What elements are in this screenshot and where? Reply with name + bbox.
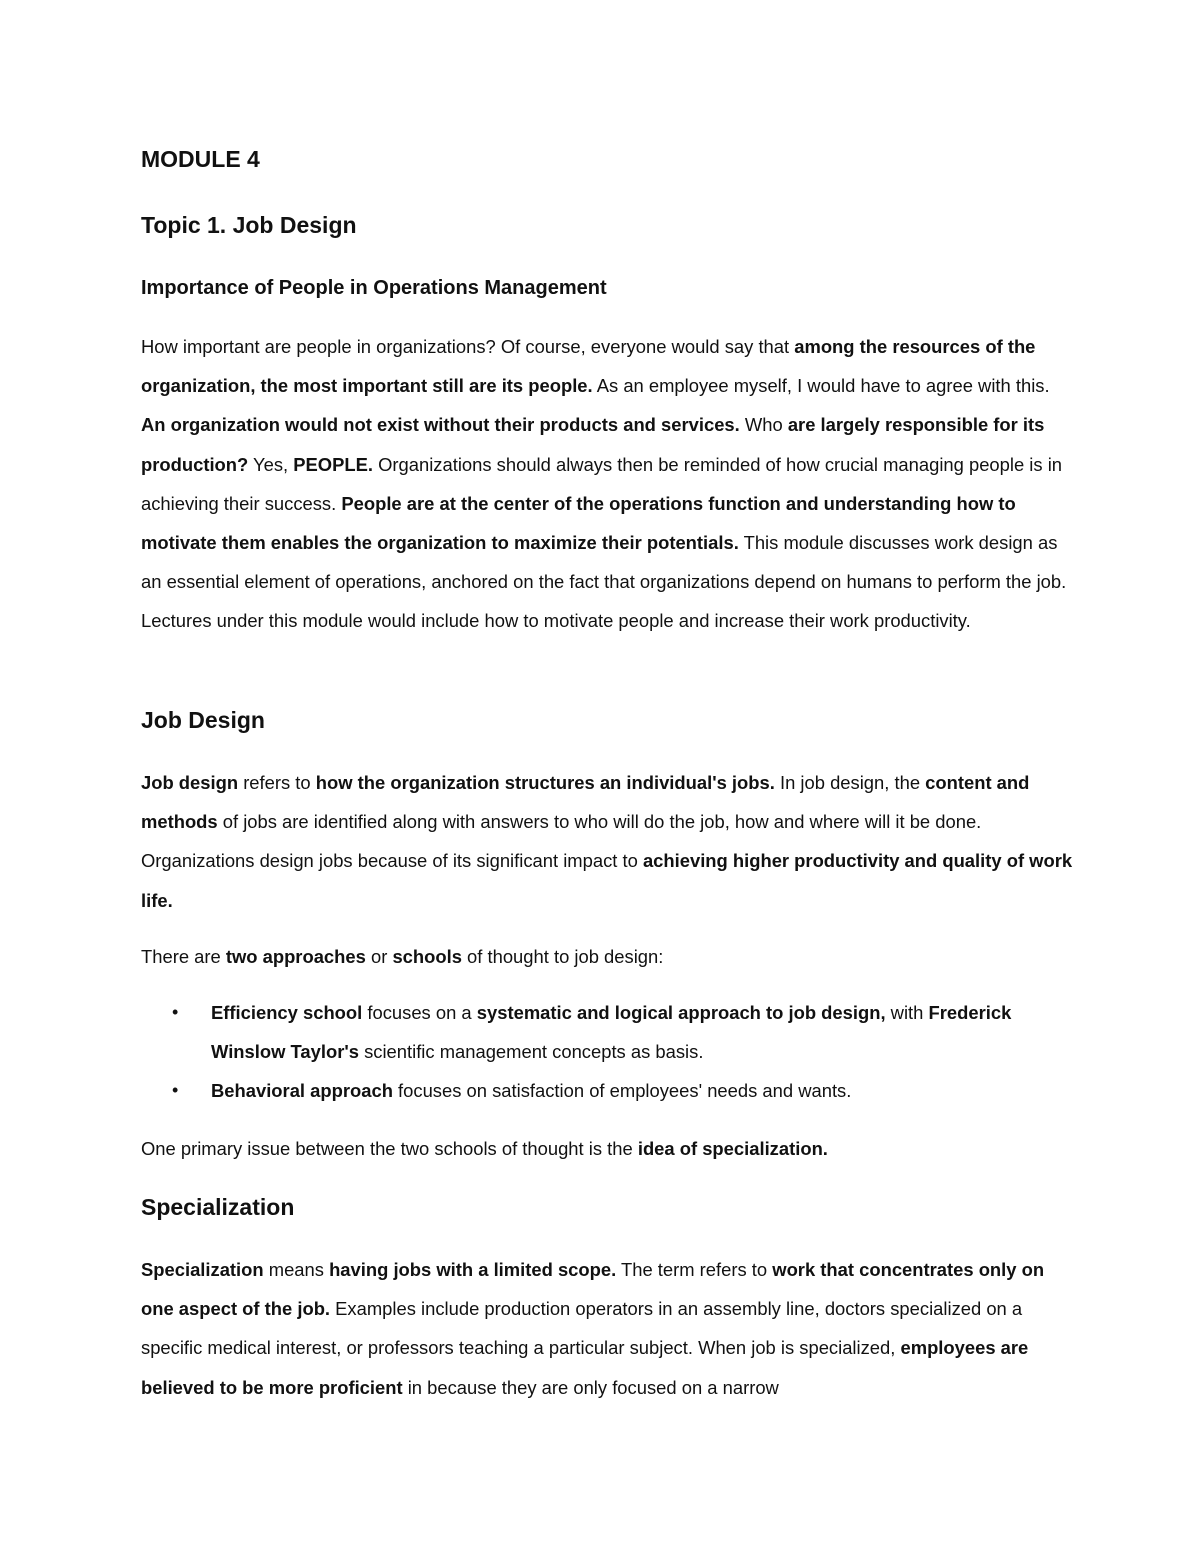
text-run: Yes, — [248, 453, 294, 475]
bold-run: work that concentrates only on one aspect of the job. — [141, 1259, 1045, 1320]
text-run: with — [885, 1002, 929, 1023]
text-run: There are — [141, 946, 226, 967]
bold-run: having jobs with a limited scope. — [329, 1259, 617, 1280]
job-design-heading: Job Design — [141, 707, 265, 733]
text-run: How important are people in organizations? Of course, everyone would say that — [141, 336, 795, 357]
topic-heading: Topic 1. Job Design — [141, 212, 357, 238]
job-design-paragraph — [141, 763, 1076, 920]
text-run: of jobs are identified along with answers to who will do the job, how and where will it be done. Organizations design jobs because of its significant impact to — [141, 811, 982, 872]
bold-run: are largely responsible for its production? — [141, 414, 1045, 475]
bold-run: among the resources of the organization, the most important still are its people. — [141, 336, 1036, 397]
bold-run: People are at the center of the operations function and understanding how to motivate them enables the organization to maximize their potentials. — [141, 492, 1016, 554]
bold-run: An organization would not exist without their products and services. — [141, 414, 740, 436]
text-run: means — [263, 1259, 330, 1280]
list-item — [141, 1071, 1076, 1110]
bold-run: schools — [392, 946, 462, 967]
bold-run: employees are believed to be more proficient — [141, 1337, 1029, 1398]
text-run: refers to — [238, 772, 316, 793]
text-run: The term refers to — [616, 1259, 773, 1280]
list-item — [141, 993, 1076, 1071]
specialization-heading: Specialization — [141, 1194, 295, 1220]
text-run: Organizations should always then be reminded of how crucial managing people is in achieving their success. — [141, 453, 1063, 514]
bold-run: content and methods — [141, 772, 1030, 833]
approaches-paragraph — [141, 937, 1076, 976]
bold-run: two approaches — [225, 946, 366, 967]
intro-paragraph — [141, 327, 1076, 641]
list-item-text — [211, 1002, 1011, 1062]
text-run: scientific management concepts as basis. — [358, 1041, 704, 1063]
importance-heading: Importance of People in Operations Management — [141, 277, 607, 299]
approaches-list — [141, 993, 1076, 1111]
bold-run: idea of specialization. — [637, 1138, 828, 1159]
text-run: One primary issue between the two schools of thought is the — [141, 1138, 638, 1159]
specialization-paragraph — [141, 1250, 1076, 1407]
bold-run: PEOPLE. — [293, 453, 373, 475]
bold-run: Efficiency school — [211, 1002, 363, 1023]
text-run: In job design, the — [774, 772, 926, 793]
bold-run: systematic and logical approach to job design, — [476, 1002, 886, 1023]
text-run: This module discusses work design as an essential element of operations, anchored on the fact that organizations depend on humans to perform the job. Lectures under this module would include how to motivate people and increase their work productivity. — [141, 532, 1067, 632]
text-run: focuses on satisfaction of employees' needs and wants. — [392, 1080, 852, 1102]
bold-run: Specialization — [141, 1259, 264, 1280]
bullet-icon: • — [172, 1002, 179, 1022]
text-run: focuses on a — [362, 1002, 477, 1023]
bullet-icon: • — [172, 1080, 179, 1101]
text-run: or — [365, 946, 393, 967]
text-run: Examples include production operators in an assembly line, doctors specialized on a specific medical interest, or professors teaching a particular subject. When job is specialized, — [141, 1298, 1023, 1359]
bold-run: how the organization structures an individual's jobs. — [315, 772, 775, 793]
bold-run: Job design — [141, 772, 239, 793]
text-run: of thought to job design: — [461, 946, 664, 967]
bold-run: Frederick Winslow Taylor's — [211, 1002, 1012, 1063]
specialization-issue-paragraph — [141, 1129, 1076, 1168]
module-heading: MODULE 4 — [141, 146, 260, 172]
bold-run: achieving higher productivity and quality of work life. — [141, 850, 1073, 911]
text-run: As an employee myself, I would have to agree with this. — [592, 375, 1050, 397]
bold-run: Behavioral approach — [211, 1080, 393, 1102]
text-run: Who — [739, 414, 788, 436]
list-item-text — [211, 1080, 851, 1101]
text-run: in because they are only focused on a narrow — [402, 1376, 779, 1398]
